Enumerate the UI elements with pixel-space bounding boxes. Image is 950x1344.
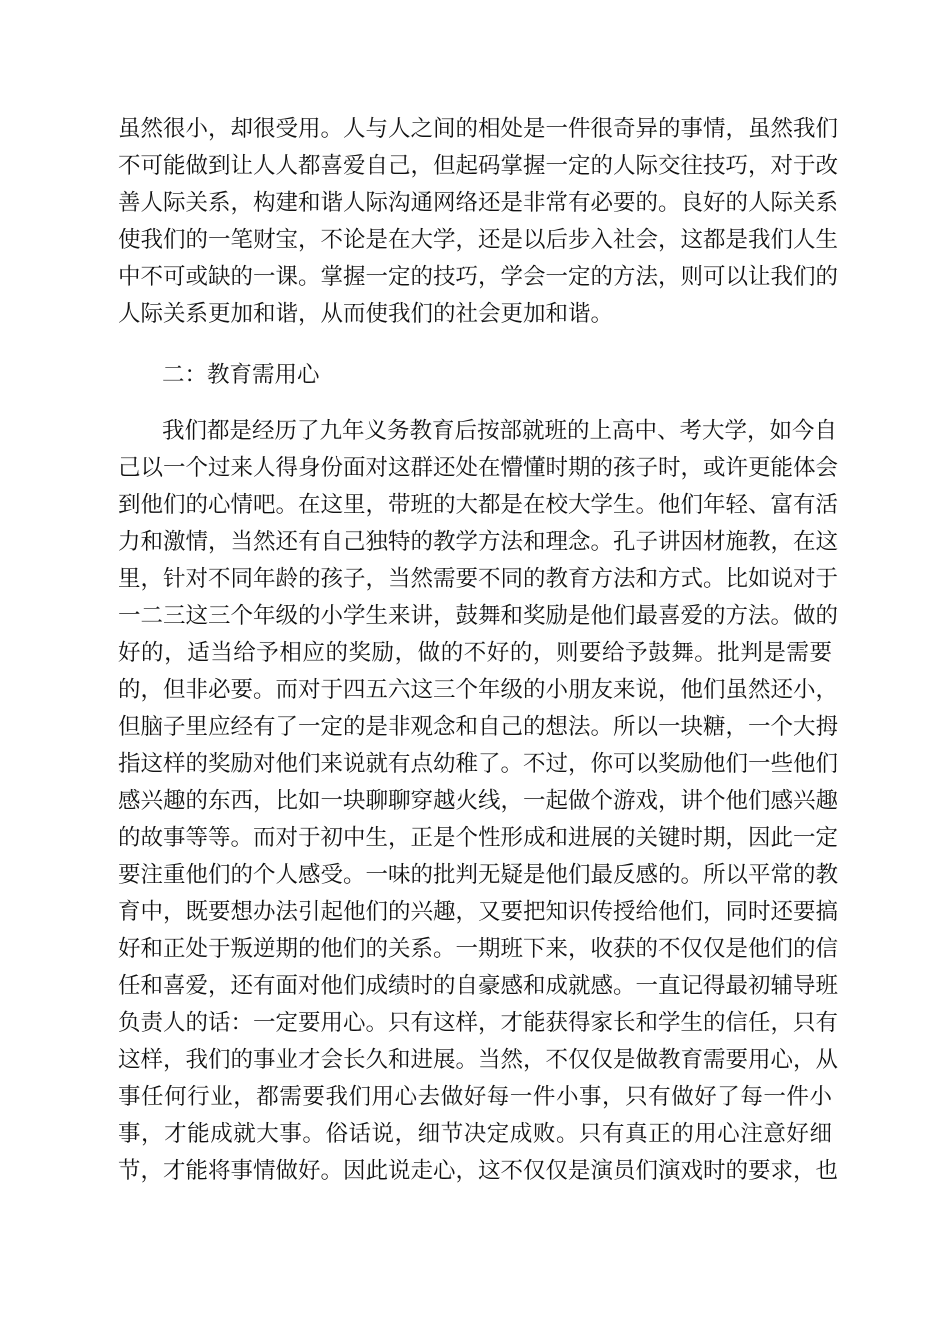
paragraph-2-line-13: 要注重他们的个人感受。一味的批判无疑是他们最反感的。所以平常的教 [118,862,839,888]
paragraph-2-line-15: 好和正处于叛逆期的他们的关系。一期班下来，收获的不仅仅是他们的信 [118,936,839,962]
paragraph-2-line-7: 好的，适当给予相应的奖励，做的不好的，则要给予鼓舞。批判是需要 [118,640,832,666]
paragraph-2-line-16: 任和喜爱，还有面对他们成绩时的自豪感和成就感。一直记得最初辅导班 [118,973,839,999]
paragraph-2-line-20: 事，才能成就大事。俗话说，细节决定成败。只有真正的用心注意好细 [118,1121,832,1147]
paragraph-1-line-6: 人际关系更加和谐，从而使我们的社会更加和谐。 [118,301,614,327]
paragraph-2-line-11: 感兴趣的东西，比如一块聊聊穿越火线，一起做个游戏，讲个他们感兴趣 [118,788,839,814]
paragraph-1-line-2: 不可能做到让人人都喜爱自己，但起码掌握一定的人际交往技巧，对于改 [118,153,839,179]
paragraph-2-line-4: 力和激情，当然还有自己独特的教学方法和理念。孔子讲因材施教，在这 [118,529,839,555]
paragraph-2-line-8: 的，但非必要。而对于四五六这三个年级的小朋友来说，他们虽然还小， [118,677,839,703]
paragraph-2-line-17: 负责人的话：一定要用心。只有这样，才能获得家长和学生的信任，只有 [118,1010,839,1036]
paragraph-2-line-3: 到他们的心情吧。在这里，带班的大都是在校大学生。他们年轻、富有活 [118,492,839,518]
paragraph-2-line-18: 这样，我们的事业才会长久和进展。当然，不仅仅是做教育需要用心，从 [118,1047,839,1073]
section-heading: 二：教育需用心 [162,362,320,388]
paragraph-2-line-6: 一二三这三个年级的小学生来讲，鼓舞和奖励是他们最喜爱的方法。做的 [118,603,839,629]
paragraph-1-line-1: 虽然很小，却很受用。人与人之间的相处是一件很奇异的事情，虽然我们 [118,116,839,142]
paragraph-2-line-5: 里，针对不同年龄的孩子，当然需要不同的教育方法和方式。比如说对于 [118,566,839,592]
paragraph-2-line-10: 指这样的奖励对他们来说就有点幼稚了。不过，你可以奖励他们一些他们 [118,751,839,777]
paragraph-2-line-14: 育中，既要想办法引起他们的兴趣，又要把知识传授给他们，同时还要搞 [118,899,839,925]
paragraph-2-line-19: 事任何行业，都需要我们用心去做好每一件小事，只有做好了每一件小 [118,1084,832,1110]
paragraph-2-line-9: 但脑子里应经有了一定的是非观念和自己的想法。所以一块糖，一个大拇 [118,714,839,740]
paragraph-2-line-2: 己以一个过来人得身份面对这群还处在懵懂时期的孩子时，或许更能体会 [118,455,839,481]
paragraph-1-line-4: 使我们的一笔财宝，不论是在大学，还是以后步入社会，这都是我们人生 [118,227,839,253]
paragraph-1-line-3: 善人际关系，构建和谐人际沟通网络还是非常有必要的。良好的人际关系 [118,190,839,216]
paragraph-2-line-21: 节，才能将事情做好。因此说走心，这不仅仅是演员们演戏时的要求，也 [118,1158,839,1184]
paragraph-2-line-1: 我们都是经历了九年义务教育后按部就班的上高中、考大学，如今自 [162,418,838,444]
paragraph-2-line-12: 的故事等等。而对于初中生，正是个性形成和进展的关键时期，因此一定 [118,825,839,851]
paragraph-1-line-5: 中不可或缺的一课。掌握一定的技巧，学会一定的方法，则可以让我们的 [118,264,839,290]
